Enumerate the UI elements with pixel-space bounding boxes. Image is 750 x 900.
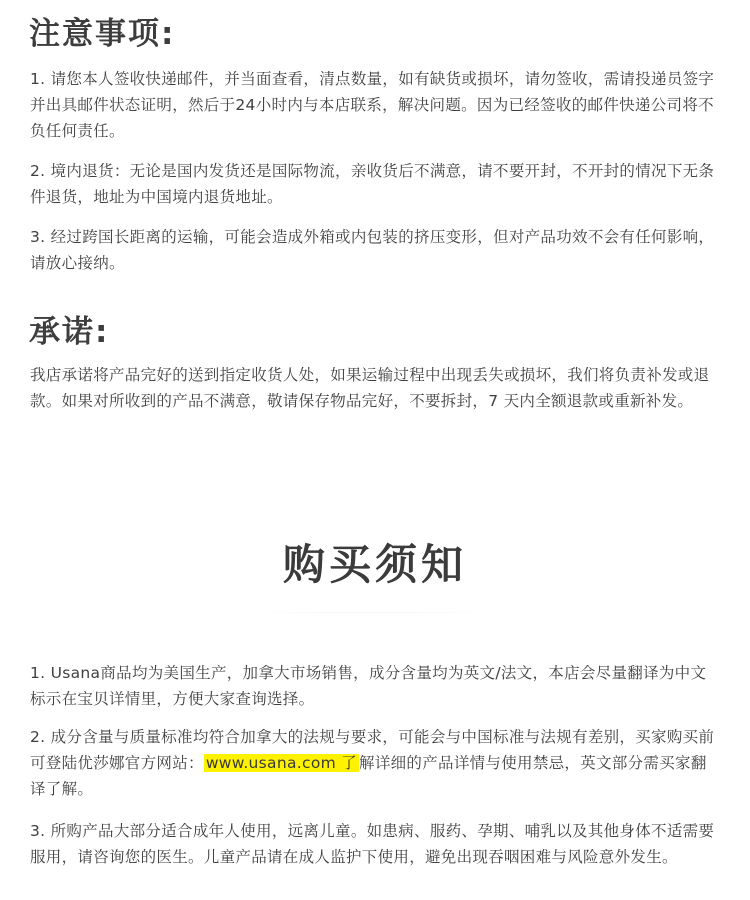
notice-item-3: 3. 经过跨国长距离的运输，可能会造成外箱或内包装的挤压变形，但对产品功效不会有任何影响，请放心接纳。: [30, 228, 715, 272]
notice-title: 注意事项:: [29, 16, 176, 52]
promise-title: 承诺:: [29, 314, 110, 350]
purchase-item-2-text: 2. 成分含量与质量标准均符合加拿大的法规与要求，可能会与中国标准与法规有差别，买家购买前可登陆优莎娜官方网站：: [30, 728, 715, 772]
purchase-heading: 购买须知: [282, 540, 467, 589]
purchase-item-2-rest: 解详细的产品详情与使用禁忌，英文部分需买家翻译了解。: [30, 754, 707, 798]
promise-text: 我店承诺将产品完好的送到指定收货人处，如果运输过程中出现丢失或损坏，我们将负责补发或退款。如果对所收到的产品不满意，敬请保存物品完好，不要拆封，7 天内全额退款或重新补发。: [30, 366, 710, 410]
purchase-item-1: 1. Usana商品均为美国生产，加拿大市场销售，成分含量均为英文/法文，本店会尽量翻译为中文标示在宝贝详情里，方便大家查询选择。: [30, 664, 707, 708]
purchase-item-2: [30, 724, 718, 802]
heading-divider: [100, 612, 640, 624]
notice-item-2: 2. 境内退货：无论是国内发货还是国际物流，亲收货后不满意，请不要开封，不开封的情况下无条件退货，地址为中国境内退货地址。: [30, 162, 715, 206]
purchase-item-3: 3. 所购产品大部分适合成年人使用，远离儿童。如患病、服药、孕期、哺乳以及其他身体不适需要服用，请咨询您的医生。儿童产品请在成人监护下使用，避免出现吞咽困难与风险意外发生。: [30, 822, 715, 866]
notice-item-1: 1. 请您本人签收快递邮件，并当面查看，清点数量，如有缺货或损坏，请勿签收，需请投递员签字并出具邮件状态证明，然后于24小时内与本店联系，解决问题。因为已经签收的邮件快递公司将不负任何责任。: [30, 70, 715, 140]
usana-website-link[interactable]: www.usana.com 了: [205, 754, 358, 772]
